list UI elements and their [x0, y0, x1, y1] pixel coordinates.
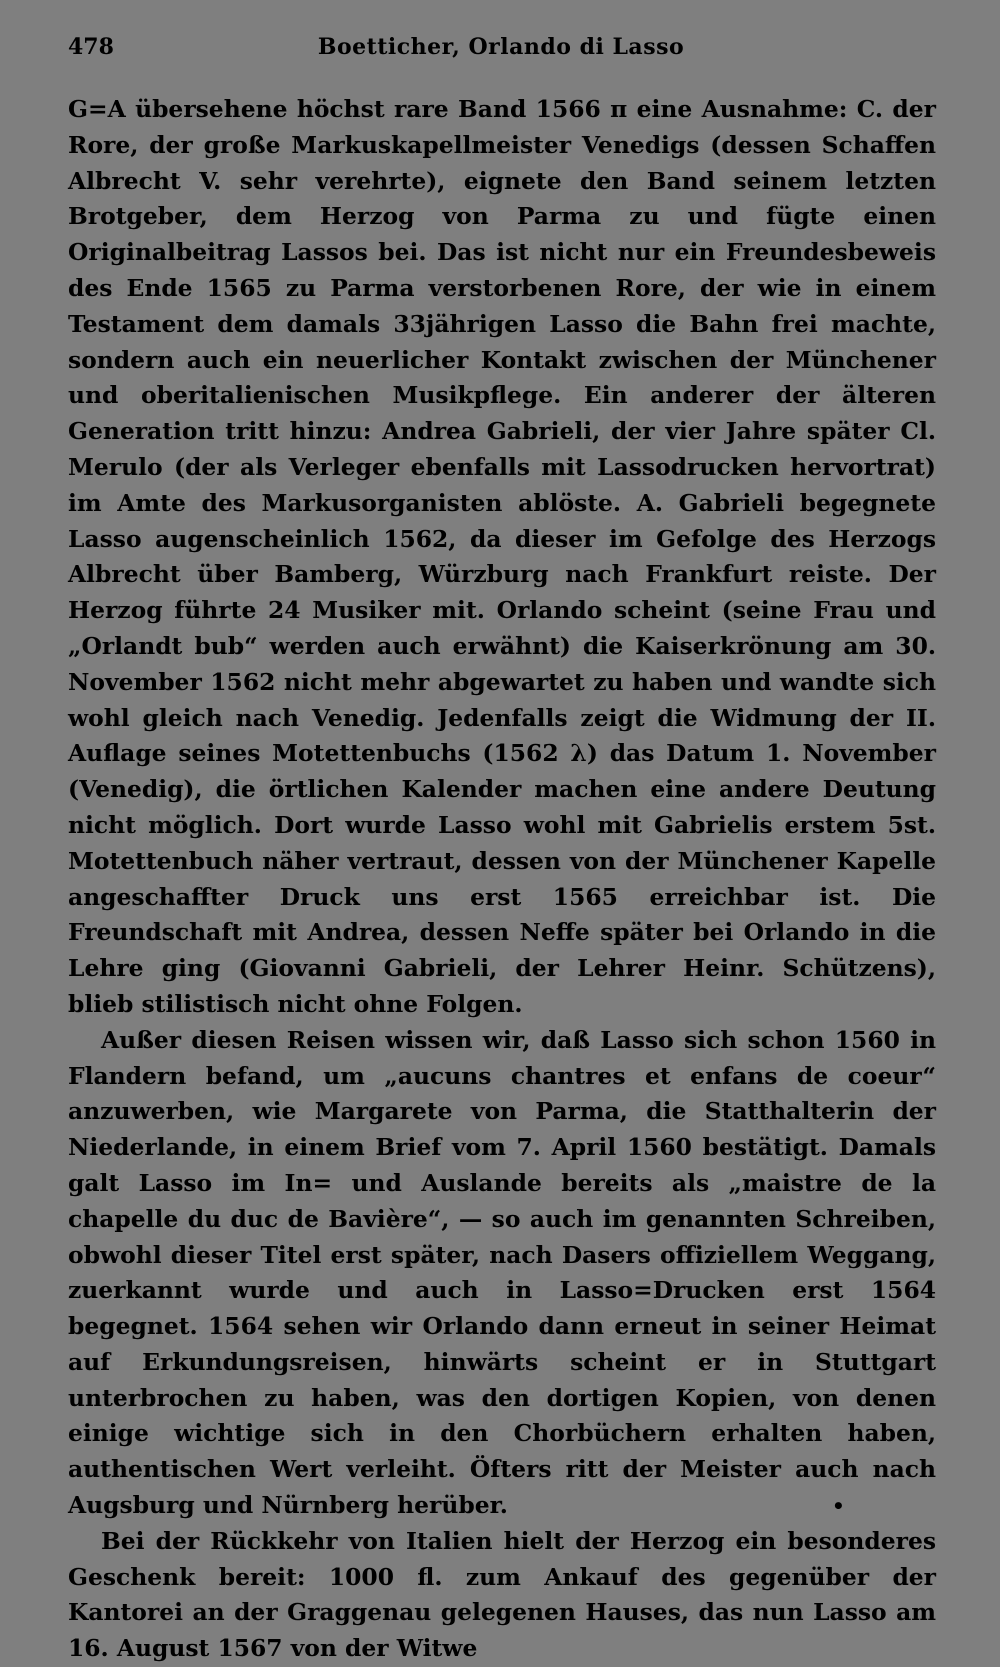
- page-header: [68, 30, 934, 66]
- paragraph-travels: Außer diesen Reisen wissen wir, daß Lasso sich schon 1560 in Flandern befand, um „aucuns chantres et enfans de coeur“ anzuwerben, wie Margarete von Parma, die Statthalterin der Niederlande, in einem Brief vom 7. April 1560 bestätigt. Damals galt Lasso im In= und Auslande bereits als „maistre de la chapelle du duc de Bavière“, — so auch im genannten Schreiben, obwohl dieser Titel erst später, nach Dasers offiziellem Weggang, zuerkannt wurde und auch in Lasso=Drucken erst 1564 begegnet. 1564 sehen wir Orlando dann erneut in seiner Heimat auf Erkundungsreisen, hinwärts scheint er in Stuttgart unterbrochen zu haben, was den dortigen Kopien, von denen einige wichtige sich in den Chorbüchern erhalten haben, authentischen Wert verleiht. Öfters ritt der Meister auch nach Augsburg und Nürnberg herüber.: [68, 1025, 936, 1520]
- paragraph-return-from-italy: Bei der Rückkehr von Italien hielt der Herzog ein besonderes Geschenk bereit: 1000 fl. zum Ankauf des gegenüber der Kantorei an der Graggenau gelegenen Hauses, das nun Lasso am 16. August 1567 von der Witwe: [68, 1526, 936, 1663]
- paragraph-continued: G=A übersehene höchst rare Band 1566 π eine Ausnahme: C. der Rore, der große Markuskapellmeister Venedigs (dessen Schaffen Albrecht V. sehr verehrte), eignete den Band seinem letzten Brotgeber, dem Herzog von Parma zu und fügte einen Originalbeitrag Lassos bei. Das ist nicht nur ein Freundesbeweis des Ende 1565 zu Parma verstorbenen Rore, der wie in einem Testament dem damals 33jährigen Lasso die Bahn frei machte, sondern auch ein neuerlicher Kontakt zwischen der Münchener und oberitalienischen Musikpflege. Ein anderer der älteren Generation tritt hinzu: Andrea Gabrieli, der vier Jahre später Cl. Merulo (der als Verleger ebenfalls mit Lassodrucken hervortrat) im Amte des Markusorganisten ablöste. A. Gabrieli begegnete Lasso augenscheinlich 1562, da dieser im Gefolge des Herzogs Albrecht über Bamberg, Würzburg nach Frankfurt reiste. Der Herzog führte 24 Musiker mit. Orlando scheint (seine Frau und „Orlandt bub“ werden auch erwähnt) die Kaiserkrönung am 30. November 1562 nicht mehr abgewartet zu haben und wandte sich wohl gleich nach Venedig. Jedenfalls zeigt die Widmung der II. Auflage seines Motettenbuchs (1562 λ) das Datum 1. November (Venedig), die örtlichen Kalender machen eine andere Deutung nicht möglich. Dort wurde Lasso wohl mit Gabrielis erstem 5st. Motettenbuch näher vertraut, dessen von der Münchener Kapelle angeschaffter Druck uns erst 1565 erreichbar ist. Die Freundschaft mit Andrea, dessen Neffe später bei Orlando in die Lehre ging (Giovanni Gabrieli, der Lehrer Heinr. Schützens), blieb stilistisch nicht ohne Folgen.: [68, 95, 936, 1018]
- running-title: Boetticher, Orlando di Lasso: [317, 34, 685, 60]
- body-text: [68, 92, 936, 1667]
- footer-mark: •: [832, 1494, 845, 1518]
- page-number: 478: [68, 34, 114, 60]
